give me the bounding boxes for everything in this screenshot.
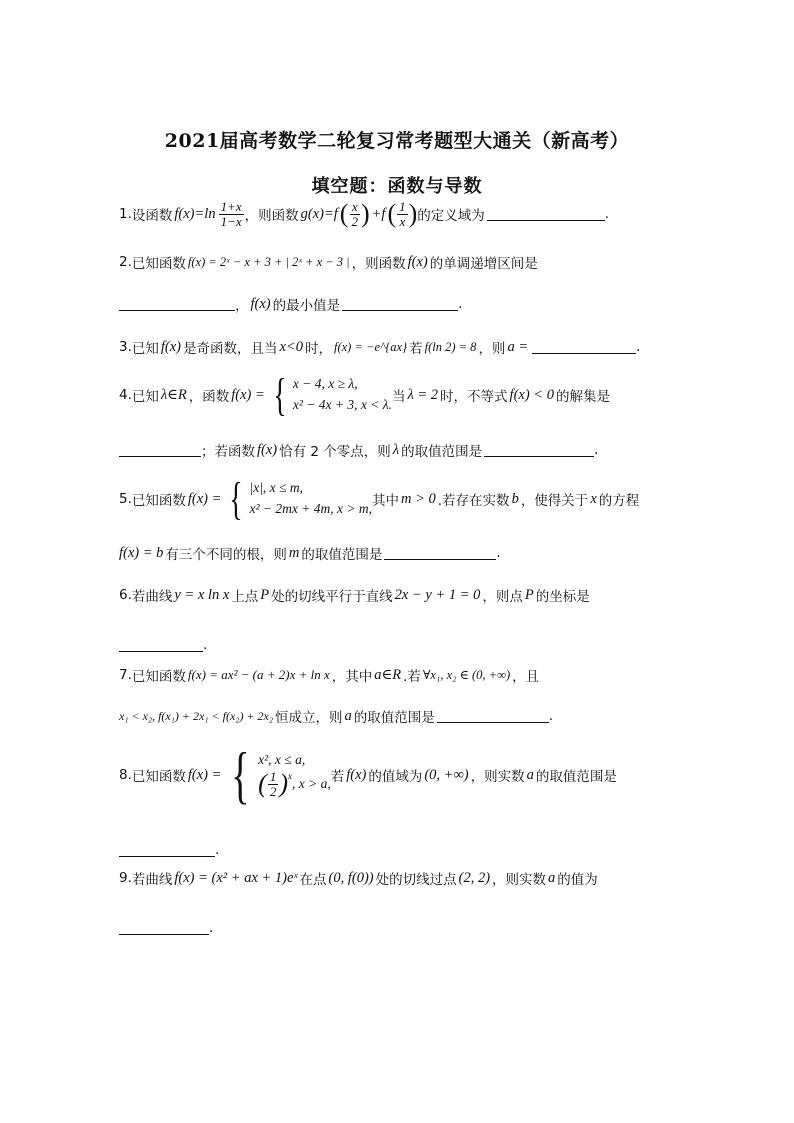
q6-text-b: 上点 [231,589,259,605]
question-5-line-2 [119,543,501,563]
q6-text-d: ，则点 [482,589,523,605]
q8-variable: a [526,766,534,783]
q8-case2-rest: , x > a, [291,775,331,791]
q1-f-lhs: f(x)=ln [174,205,216,222]
question-1 [119,200,609,228]
q4-lambda-real: λ∈R [160,386,187,403]
question-8-line-2 [119,842,219,858]
q3-expression: f(x) = −e^{ax} [334,339,408,354]
q3-text-c: 时， [305,341,332,357]
q1-paren-close-1: ) [360,199,370,229]
q6-text-c: 处的切线平行于直线 [271,589,393,605]
q7-l2-text-b: 的取值范围是 [353,710,435,726]
q1-g-frac2-den: x [399,213,406,229]
q1-text-a: 设函数 [131,208,173,225]
q6-text-e: 的坐标是 [535,589,590,605]
q9-expression: f(x) = (x² + ax + 1)eˣ [174,869,298,886]
question-8 [119,739,617,810]
q4-text-d: 时，不等式 [440,389,508,405]
q6-answer-blank[interactable] [119,639,203,652]
q4-text-c: 当 [391,389,406,405]
q4-l2-text-a: ；若函数 [201,444,255,460]
q1-g-fraction-1 [349,200,360,228]
q3-text-b: 是奇函数，且当 [183,341,278,357]
question-3 [119,337,640,357]
q9-text-d: ，则实数 [492,872,547,888]
q8-case-2 [258,770,331,798]
q1-number: 1. [119,206,132,223]
q5-brace: { [229,473,244,524]
q7-end: . [548,708,554,724]
question-4 [119,369,610,420]
q7-text-d: ，且 [512,669,540,685]
question-7-line-2 [119,706,553,726]
q3-answer-blank[interactable] [532,341,636,354]
q3-fx: f(x) [160,338,182,355]
q4-text-e: 的解集是 [555,389,610,405]
q8-text-e: 的取值范围是 [535,769,617,785]
q8-text-a: 已知函数 [131,769,186,785]
q1-frac-num: 1+x [220,199,242,214]
q4-l2-fx: f(x) [257,441,278,458]
q4-l2-lambda: λ [392,441,400,458]
q3-condition-2: f(ln 2) = 8 [424,339,477,354]
question-4-line-2 [119,440,598,460]
question-9-line-2 [119,920,213,936]
q4-answer-blank-2[interactable] [484,444,594,457]
q5-l2-m: m [288,544,300,561]
q1-end: . [604,206,610,223]
q2-text-c: 的单调递增区间是 [429,256,538,272]
q4-brace: { [273,369,287,420]
q7-l2-variable: a [344,707,352,724]
q5-l2-text-a: 有三个不同的根，则 [165,547,287,563]
q3-number: 3. [119,339,132,355]
q1-g-frac1-den: 2 [351,213,358,229]
q1-g-lhs: g(x)=f [300,205,338,222]
q8-case-1: x², x ≤ a, [258,752,306,768]
q8-brace: { [231,739,250,810]
question-2 [119,252,538,272]
q1-paren-open-2: ( [387,199,397,229]
q4-f-lhs: f(x) = [231,386,265,403]
q2-text-a: 已知函数 [131,256,186,272]
q1-g-frac2-num: 1 [399,199,406,214]
q8-case2-frac-num: 1 [269,769,277,785]
q4-case-2: x² − 4x + 3, x < λ. [292,397,392,412]
q4-condition: λ = 2 [407,386,439,403]
q6-line: 2x − y + 1 = 0 [394,586,481,603]
q7-text-a: 已知函数 [131,669,186,685]
q8-text-c: 的值域为 [368,769,423,785]
q7-answer-blank[interactable] [437,710,549,723]
q7-text-c: .若 [403,669,421,685]
q1-text-b: ，则函数 [244,208,299,225]
q7-l2-condition: x₁ < x₂, f(x₁) + 2x₁ < f(x₂) + 2x₂ [119,708,274,723]
q7-forall: ∀x₁, x₂ ∈ (0, +∞) [422,668,511,682]
q5-case-1: |x|, x ≤ m, [249,480,303,496]
q1-answer-blank[interactable] [487,208,605,221]
q9-answer-blank[interactable] [119,922,209,935]
q2-l2-fx: f(x) [250,295,271,312]
q8-end: . [215,842,220,858]
q8-paren-open: ( [258,769,267,799]
q3-condition: x<0 [279,338,303,355]
q4-l2-text-b: 恰有 2 个零点，则 [279,444,391,460]
q2-l2-text-a: ， [235,298,249,314]
q2-text-b: ，则函数 [351,256,406,272]
q5-text-a: 已知函数 [131,493,186,509]
q5-end: . [496,545,501,561]
q4-cases [293,374,392,416]
q5-l2-equation: f(x) = b [119,544,164,561]
q3-text-a: 已知 [131,341,159,357]
q3-variable: a = [507,338,529,355]
q5-l2-text-b: 的取值范围是 [301,547,383,563]
q7-number: 7. [119,667,132,683]
q8-number: 8. [119,767,132,783]
document-subtitle: 填空题：函数与导数 [311,176,483,197]
q4-number: 4. [119,387,132,403]
q2-fx: f(x) [407,253,428,270]
q9-point: (0, f(0)) [328,869,374,886]
q6-point-p: P [260,586,270,603]
q6-curve: y = x ln x [174,586,230,603]
q8-case2-fraction [268,770,279,798]
q1-fraction [219,200,244,228]
q8-text-b: 若 [330,769,345,785]
q2-expression: f(x) = 2ˣ − x + 3 + | 2ˣ + x − 3 | [187,254,350,269]
q6-text-a: 若曲线 [131,589,173,605]
question-6 [119,585,590,605]
q3-text-e: ，则 [478,341,506,357]
q9-text-e: 的值为 [557,872,598,888]
q1-text-c: 的定义域为 [417,208,485,225]
q5-f-lhs: f(x) = [187,490,222,507]
q9-text-b: 在点 [299,872,327,888]
q2-end: . [458,296,463,312]
question-9 [119,868,598,888]
q9-variable: a [548,869,556,886]
q8-answer-blank[interactable] [119,844,215,857]
question-2-line-2 [119,294,462,314]
question-5 [119,473,640,524]
q2-answer-blank-1[interactable] [119,298,235,311]
q9-text-c: 处的切线过点 [375,872,457,888]
q2-number: 2. [119,254,132,270]
q1-frac-den: 1−x [220,213,242,229]
q3-end: . [636,339,641,355]
q5-text-d: ，使得关于 [520,493,589,509]
q5-condition: m > 0 [401,490,436,507]
question-6-line-2 [119,637,207,653]
q5-x: x [590,490,597,507]
q7-l2-text-a: 恒成立，则 [275,710,343,726]
q8-text-d: ，则实数 [470,769,525,785]
q5-answer-blank[interactable] [384,547,496,560]
q2-l2-text-b: 的最小值是 [272,298,341,314]
q1-paren-open-1: ( [339,199,349,229]
q4-inequality: f(x) < 0 [509,386,554,403]
q6-end: . [203,637,208,653]
question-7 [119,665,539,685]
q9-point-2: (2, 2) [458,869,491,886]
q9-end: . [209,920,214,936]
q8-case2-frac-den: 2 [269,783,277,799]
q7-text-b: ，其中 [331,669,373,685]
q7-expression: f(x) = ax² − (a + 2)x + ln x [187,667,330,682]
q8-case2-exponent: x [287,771,292,782]
q1-g-frac1-num: x [351,199,358,214]
q5-b: b [511,490,519,507]
q7-condition: a∈R [374,666,402,683]
q4-end: . [594,442,599,458]
q5-cases [250,478,372,520]
q4-answer-blank-1[interactable] [119,444,201,457]
q8-f-lhs: f(x) = [187,766,222,783]
q1-plus-f: +f [371,205,386,222]
q3-text-d: 若 [409,341,423,357]
q5-number: 5. [119,491,132,507]
q5-text-c: .若存在实数 [437,493,510,509]
q8-range: (0, +∞) [424,766,469,783]
q8-cases [258,751,331,798]
q1-g-fraction-2 [397,200,408,228]
q4-case-1: x − 4, x ≥ λ, [292,376,358,392]
q8-paren-close: ) [279,769,288,799]
q9-text-a: 若曲线 [131,872,173,888]
q5-text-b: 其中 [372,493,399,509]
q8-fx: f(x) [346,766,367,783]
q5-text-e: 的方程 [598,493,640,509]
q4-l2-text-c: 的取值范围是 [401,444,483,460]
q9-number: 9. [119,870,132,886]
q6-number: 6. [119,587,132,603]
q4-text-a: 已知 [131,389,159,405]
q4-text-b: ，函数 [188,389,230,405]
q1-paren-close-2: ) [408,199,418,229]
q5-case-2: x² − 2mx + 4m, x > m, [249,501,372,516]
q2-answer-blank-2[interactable] [342,298,458,311]
q6-point-p-2: P [524,586,534,603]
document-title: 2021届高考数学二轮复习常考题型大通关（新高考） [164,130,630,152]
